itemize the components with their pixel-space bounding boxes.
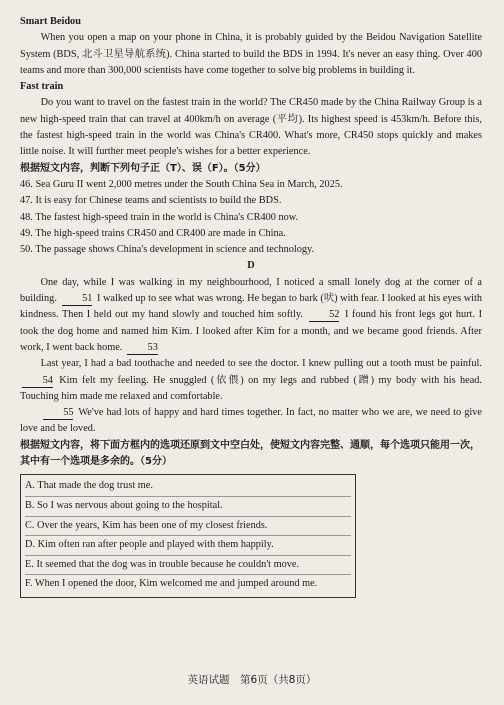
- passage-text: I found his front legs got hurt. I took the dog home and named him Kim. I looked after Kim for a month, and we became good friends. After work, I went back home.: [20, 309, 483, 353]
- question-48: 48. The fastest high-speed train in the world is China's CR400 now.: [20, 211, 299, 223]
- option-e: E. It seemed that the dog was in trouble because he couldn't move.: [25, 556, 351, 576]
- passage-text: Last year, I had a bad toothache and needed to see the doctor. I knew pulling out a tooth must be painful.: [40, 358, 482, 370]
- passage-d-paragraph-3: [20, 405, 482, 438]
- passage-d-paragraph-2: [20, 356, 482, 405]
- blank-53: 53: [127, 342, 158, 355]
- option-c: C. Over the years, Kim has been one of my closest friends.: [25, 517, 351, 537]
- passage-smart-beidou: When you open a map on your phone in China, it is probably guided by the Beidou Navigation Satellite System (BDS, 北斗卫星导航系统). China started to build the BDS in 1994. It's never an easy thing. Over 400 teams and more than 300,000 scientists have come together to solve big problems in building it.: [20, 32, 482, 76]
- passage-text: I walked up to see what was wrong. He began to bark (吠) with fear. I looked at his eyes with kindness. Then I held out my hand slowly and touched him softly.: [20, 293, 483, 321]
- true-false-instruction: 根据短文内容，判断下列句子正（T）、误（F）。（5分）: [20, 162, 266, 174]
- question-49: 49. The high-speed trains CR450 and CR400 are made in China.: [20, 227, 286, 239]
- fill-in-instruction: 根据短文内容，将下面方框内的选项还原到文中空白处，使短文内容完整、通顺，每个选项只能用一次，其中有一个选项是多余的。（5分）: [20, 439, 480, 468]
- blank-55: 55: [43, 407, 74, 420]
- blank-54: 54: [22, 375, 53, 388]
- passage-text: Kim felt my feeling. He snuggled (依偎) on my legs and rubbed (蹭) my body with his head. Touching him made me relaxed and comfortable.: [20, 374, 482, 402]
- page-footer: 英语试题 第6页（共8页）: [187, 674, 317, 686]
- option-f: F. When I opened the door, Kim welcomed me and jumped around me.: [25, 578, 318, 590]
- section-heading-fast-train: Fast train: [20, 81, 64, 93]
- option-d: D. Kim often ran after people and played with them happily.: [25, 536, 351, 556]
- question-46: 46. Sea Guru II went 2,000 metres under the South China Sea in March, 2025.: [20, 178, 343, 190]
- passage-text: We've had lots of happy and hard times together. In fact, no matter who we are, we need to give love and be loved.: [20, 407, 483, 435]
- options-box: [20, 474, 356, 598]
- passage-text: One day, while I was walking in my neighbourhood, I noticed a small lonely dog at the corner of a building.: [20, 276, 482, 305]
- section-letter-d: D: [247, 260, 255, 272]
- option-b: B. So I was nervous about going to the hospital.: [25, 497, 351, 517]
- passage-fast-train: Do you want to travel on the fastest train in the world? The CR450 made by the China Railway Group is a new high-speed train that can travel at 400km/h on average (平均). Its highest speed is 453km/h. Before this, the fastest high-speed train in the world was China's CR400. What's more, CR450 stops quickly and makes little noise. It will further meet people's wishes for a better experience.: [20, 97, 482, 158]
- passage-d-paragraph-1: [20, 275, 482, 356]
- section-heading-smart-beidou: Smart Beidou: [20, 16, 81, 27]
- blank-52: 52: [309, 309, 340, 322]
- option-a: A. That made the dog trust me.: [25, 477, 351, 497]
- blank-51: 51: [62, 293, 93, 306]
- question-50: 50. The passage shows China's development in science and technology.: [20, 244, 315, 256]
- question-47: 47. It is easy for Chinese teams and scientists to build the BDS.: [20, 195, 282, 207]
